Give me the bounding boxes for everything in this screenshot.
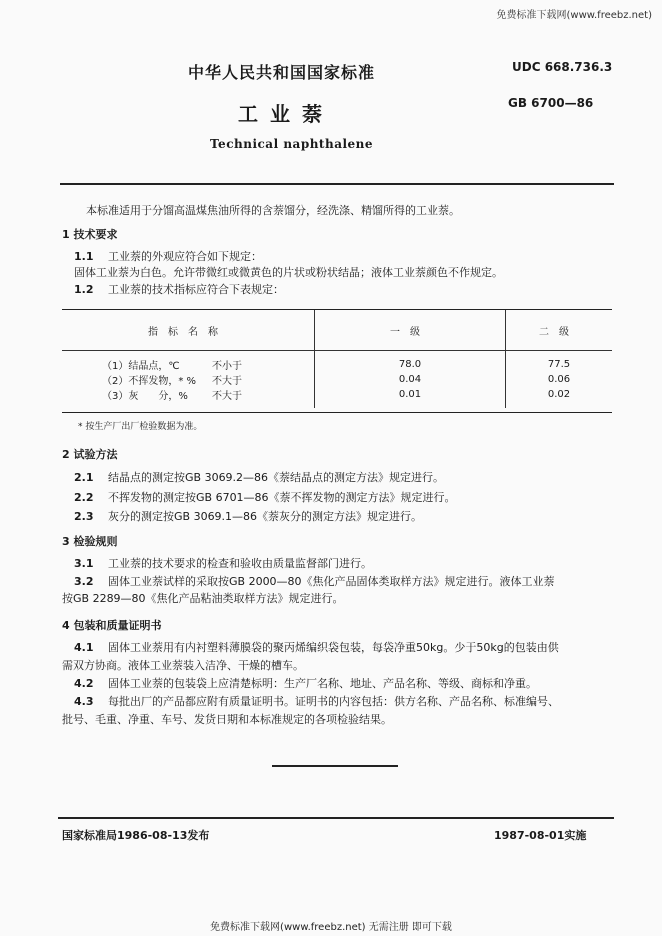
gb-code: GB 6700—86	[508, 96, 594, 110]
row-grade-1-value: 78.0	[315, 351, 506, 373]
clause-text: 工业萘的技术指标应符合下表规定：	[108, 283, 284, 296]
row-label: （3）灰 分，%	[102, 391, 188, 402]
section-1-title: 1 技术要求	[62, 228, 118, 241]
clause-number: 3.1	[74, 557, 94, 570]
issue-date: 国家标准局1986-08-13发布	[62, 829, 210, 842]
clause-text: 不挥发物的测定按GB 6701—86《萘不挥发物的测定方法》规定进行。	[108, 491, 456, 504]
clause-4-1	[74, 641, 559, 654]
clause-number: 1.1	[74, 250, 94, 263]
header-grade-2: 二级	[506, 310, 613, 351]
clause-4-3-line2: 批号、毛重、净重、车号、发货日期和本标准规定的各项检验结果。	[62, 713, 392, 726]
section-3-title: 3 检验规则	[62, 535, 118, 548]
table-row	[62, 387, 612, 408]
table-footnote: * 按生产厂出厂检验数据为准。	[78, 422, 203, 432]
clause-text: 固体工业萘用有内衬塑料薄膜袋的聚丙烯编织袋包装，每袋净重50kg。少于50kg的包装由供	[108, 641, 559, 654]
header-divider	[60, 183, 614, 185]
clause-2-3	[74, 510, 422, 523]
standard-chinese-name: 工业萘	[238, 102, 334, 126]
row-condition: 不大于	[212, 376, 242, 387]
clause-4-1-line2: 需双方协商。液体工业萘装入洁净、干燥的槽车。	[62, 659, 304, 672]
effective-date: 1987-08-01实施	[494, 829, 587, 842]
clause-text: 工业萘的外观应符合如下规定：	[108, 250, 262, 263]
header-grade-1: 一级	[315, 310, 506, 351]
technical-spec-table	[62, 310, 612, 408]
clause-3-2	[74, 575, 555, 588]
clause-3-1	[74, 557, 372, 570]
row-grade-1-value: 0.04	[315, 372, 506, 387]
clause-2-1	[74, 471, 444, 484]
table-header-row	[62, 310, 612, 351]
clause-number: 2.2	[74, 491, 94, 504]
clause-number: 2.3	[74, 510, 94, 523]
clause-number: 2.1	[74, 471, 94, 484]
watermark-bottom: 免费标准下载网(www.freebz.net) 无需注册 即可下载	[210, 922, 452, 933]
footer-divider	[58, 817, 614, 819]
clause-1-2	[74, 283, 284, 296]
clause-number: 4.3	[74, 695, 94, 708]
header-indicator-name: 指标名称	[62, 310, 315, 351]
clause-number: 4.2	[74, 677, 94, 690]
row-label: （2）不挥发物，* %	[102, 376, 197, 387]
row-condition: 不大于	[212, 391, 242, 402]
clause-number: 4.1	[74, 641, 94, 654]
end-of-text-rule	[272, 765, 398, 767]
watermark-top: 免费标准下载网(www.freebz.net)	[496, 10, 652, 21]
standard-category-title: 中华人民共和国国家标准	[188, 63, 376, 82]
clause-text: 结晶点的测定按GB 3069.2—86《萘结晶点的测定方法》规定进行。	[108, 471, 445, 484]
clause-number: 1.2	[74, 283, 94, 296]
clause-text: 工业萘的技术要求的检查和验收由质量监督部门进行。	[108, 557, 372, 570]
clause-3-2-line2: 按GB 2289—80《焦化产品粘油类取样方法》规定进行。	[62, 592, 344, 605]
table-bottom-rule	[62, 412, 612, 413]
standard-english-name: Technical naphthalene	[210, 137, 374, 151]
clause-text: 每批出厂的产品都应附有质量证明书。证明书的内容包括：供方名称、产品名称、标准编号、	[108, 695, 559, 708]
clause-2-2	[74, 491, 456, 504]
clause-number: 3.2	[74, 575, 94, 588]
clause-text: 固体工业萘的包装袋上应清楚标明：生产厂名称、地址、产品名称、等级、商标和净重。	[108, 677, 537, 690]
clause-1-1-line2: 固体工业萘为白色。允许带微红或微黄色的片状或粉状结晶；液体工业萘颜色不作规定。	[74, 266, 503, 279]
table-row	[62, 372, 612, 387]
section-4-title: 4 包装和质量证明书	[62, 619, 162, 632]
clause-text: 固体工业萘试样的采取按GB 2000—80《焦化产品固体类取样方法》规定进行。液体工业萘	[108, 575, 555, 588]
row-grade-2-value: 0.06	[506, 372, 613, 387]
row-label: （1）结晶点，℃	[102, 361, 180, 372]
clause-4-2	[74, 677, 537, 690]
clause-4-3	[74, 695, 559, 708]
section-2-title: 2 试验方法	[62, 448, 118, 461]
row-grade-2-value: 0.02	[506, 387, 613, 408]
row-grade-1-value: 0.01	[315, 387, 506, 408]
row-condition: 不小于	[212, 361, 242, 372]
table-row	[62, 351, 612, 373]
clause-text: 灰分的测定按GB 3069.1—86《萘灰分的测定方法》规定进行。	[108, 510, 423, 523]
clause-1-1	[74, 250, 262, 263]
intro-paragraph: 本标准适用于分馏高温煤焦油所得的含萘馏分，经洗涤、精馏所得的工业萘。	[86, 204, 460, 217]
udc-code: UDC 668.736.3	[512, 60, 613, 74]
row-grade-2-value: 77.5	[506, 351, 613, 373]
